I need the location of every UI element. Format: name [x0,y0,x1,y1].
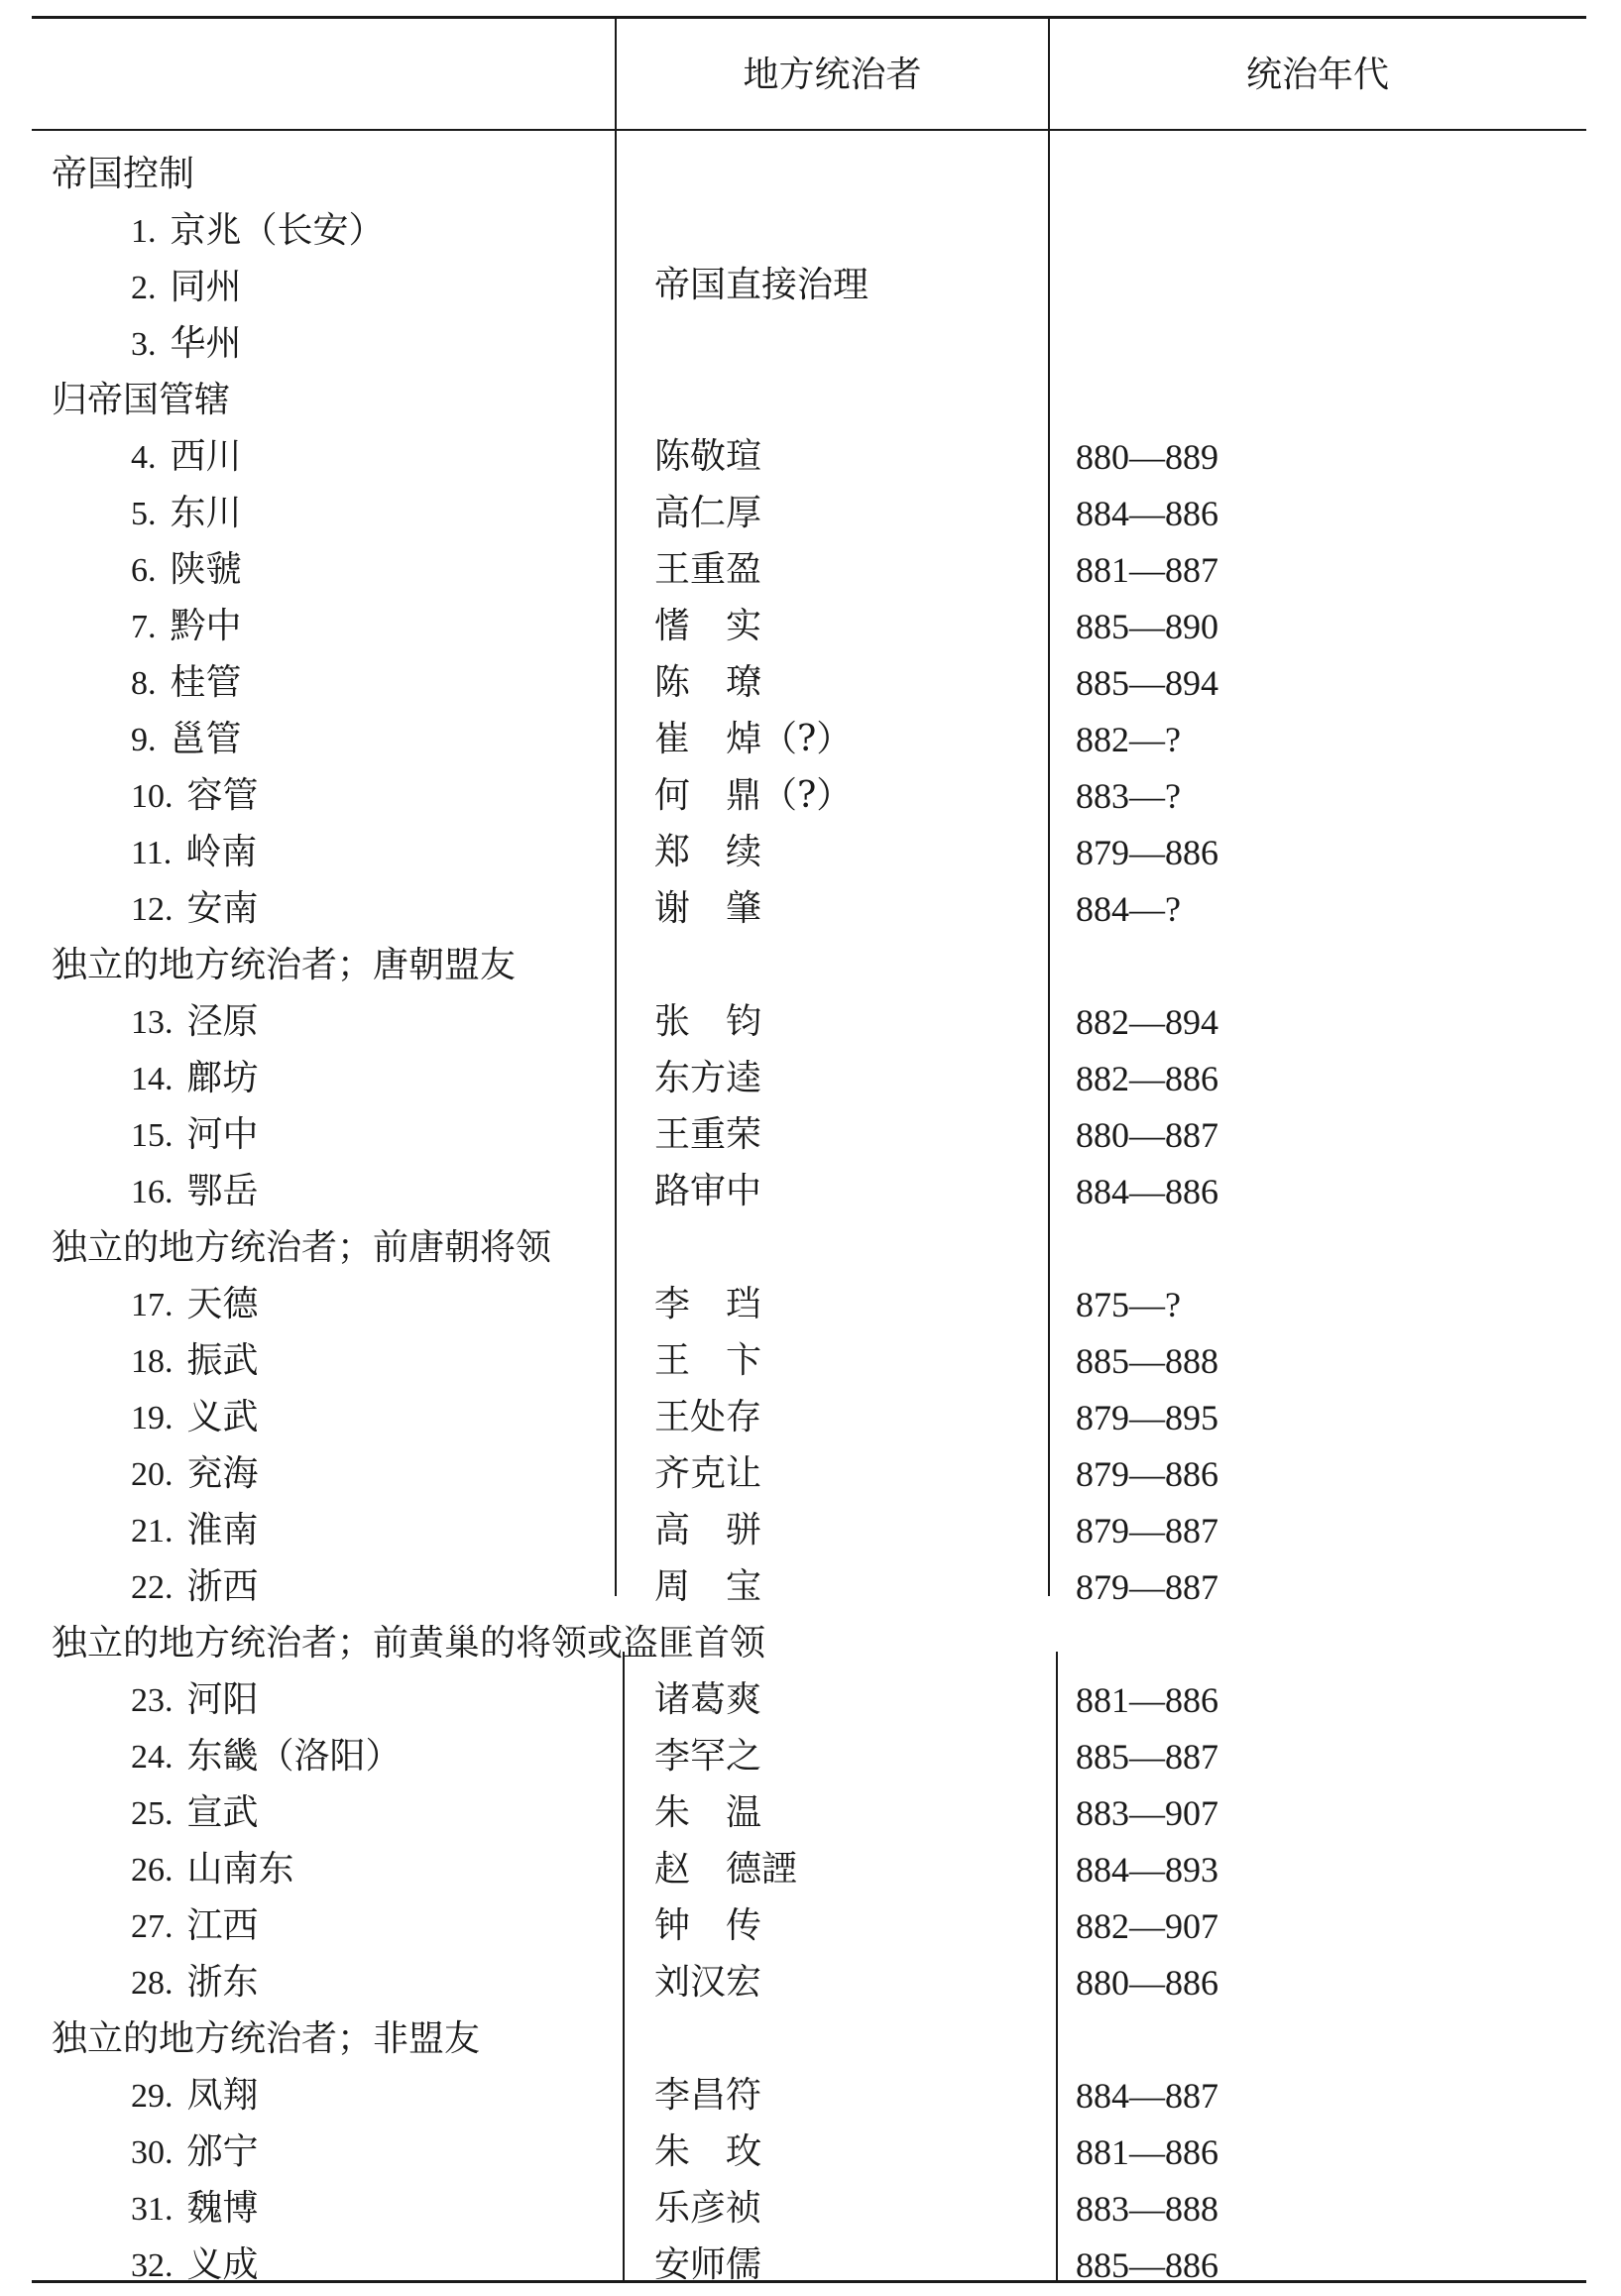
years-cell: 881—886 [1076,1680,1218,1720]
table-row [0,429,1621,485]
region-name: 泾原 [186,1001,259,1042]
region-name: 陕虢 [170,549,242,590]
region-cell [131,655,242,712]
region-name: 江西 [186,1905,259,1946]
region-cell [131,1898,259,1955]
years-cell: 879—886 [1076,833,1218,872]
section-title: 独立的地方统治者；非盟友 [52,2018,481,2059]
table-row [0,1785,1621,1841]
region-name: 宣武 [186,1792,259,1833]
ruler-cell: 齐克让 [654,1453,762,1494]
table-row [0,1051,1621,1106]
ruler-cell: 李昌符 [654,2075,762,2116]
row-number: 26. [131,1852,174,1889]
region-cell [131,1333,259,1390]
row-number: 22. [131,1569,174,1606]
table-row [0,1446,1621,1502]
years-cell: 879—886 [1076,1454,1218,1494]
region-name: 邕管 [170,719,242,759]
row-number: 30. [131,2134,174,2171]
table-row [0,712,1621,767]
region-cell [131,768,259,825]
row-number: 23. [131,1682,174,1719]
row-number: 10. [131,778,174,815]
region-name: 鄂岳 [186,1171,259,1211]
header-rule [32,129,1586,131]
ruler-cell: 李 珰 [654,1284,762,1324]
table-row [0,1729,1621,1784]
row-number: 7. [131,609,157,645]
ruler-cell: 赵 德諲 [654,1849,798,1890]
row-number: 15. [131,1117,174,1154]
row-number: 21. [131,1513,174,1550]
table-row [0,1898,1621,1954]
ruler-cell: 高 骈 [654,1510,762,1550]
region-name: 天德 [186,1284,259,1324]
table-row [0,825,1621,880]
row-number: 24. [131,1739,174,1776]
years-cell: 883—907 [1076,1793,1218,1833]
years-cell: 882—886 [1076,1059,1218,1098]
region-cell [131,260,242,316]
region-name: 东畿（洛阳） [186,1736,402,1777]
ruler-cell: 李罕之 [654,1736,762,1777]
region-cell [131,599,242,655]
region-name: 桂管 [170,662,242,703]
table-row [0,2238,1621,2293]
region-cell [131,1107,259,1164]
region-name: 义成 [186,2244,259,2285]
ruler-cell: 王处存 [654,1397,762,1437]
region-cell [131,712,242,768]
table-row [0,599,1621,654]
table-row [0,655,1621,711]
region-cell [131,1277,259,1333]
region-cell [131,542,242,599]
ruler-cell: 周 宝 [654,1566,762,1607]
row-number: 8. [131,665,157,702]
ruler-cell: 愭 实 [654,606,762,646]
imperial-direct-note: 帝国直接治理 [654,265,869,305]
row-number: 3. [131,326,157,363]
ruler-cell: 高仁厚 [654,493,762,533]
ruler-cell: 诸葛爽 [654,1679,762,1720]
region-name: 京兆（长安） [170,210,385,251]
region-name: 凤翔 [186,2075,259,2116]
years-cell: 882—? [1076,720,1181,759]
ruler-cell: 谢 肇 [654,888,762,929]
region-name: 东川 [170,493,242,533]
row-number: 11. [131,835,173,871]
region-cell [131,1559,259,1616]
row-number: 19. [131,1400,174,1436]
row-number: 1. [131,213,157,250]
table-row [0,486,1621,541]
region-name: 同州 [170,267,242,307]
table-row [0,881,1621,937]
region-name: 华州 [170,323,242,364]
row-number: 29. [131,2078,174,2115]
table-row [0,2181,1621,2237]
section-title: 归帝国管辖 [52,380,231,420]
region-cell [131,1842,294,1898]
years-cell: 882—907 [1076,1906,1218,1946]
region-name: 浙西 [186,1566,259,1607]
row-number: 20. [131,1456,174,1493]
region-name: 黔中 [170,606,242,646]
row-number: 4. [131,439,157,476]
table-row [0,1842,1621,1897]
table-row [0,1503,1621,1558]
ruler-cell: 何 鼎（?） [654,775,853,816]
years-cell: 884—886 [1076,1172,1218,1211]
table-row [0,1390,1621,1445]
ruler-cell: 乐彦祯 [654,2188,762,2229]
years-cell: 879—887 [1076,1511,1218,1550]
row-number: 25. [131,1795,174,1832]
region-cell [131,2124,259,2181]
region-name: 淮南 [186,1510,259,1550]
region-name: 河阳 [186,1679,259,1720]
ruler-cell: 王重荣 [654,1114,762,1155]
years-cell: 884—893 [1076,1850,1218,1890]
section-title: 独立的地方统治者；前黄巢的将领或盗匪首领 [52,1623,766,1664]
region-name: 山南东 [186,1849,294,1890]
region-cell [131,1390,259,1446]
years-cell: 885—894 [1076,663,1218,703]
table-row [0,542,1621,598]
years-cell: 884—887 [1076,2076,1218,2116]
region-cell [131,994,259,1051]
years-cell: 881—887 [1076,550,1218,590]
region-name: 振武 [186,1340,259,1381]
table-row [0,994,1621,1050]
years-cell: 885—890 [1076,607,1218,646]
years-cell: 881—886 [1076,2132,1218,2172]
table-row [0,2124,1621,2180]
ruler-cell: 东方逵 [654,1058,762,1098]
ruler-cell: 王重盈 [654,549,762,590]
row-number: 5. [131,496,157,532]
years-cell: 882—894 [1076,1002,1218,1042]
region-name: 鄜坊 [186,1058,259,1098]
years-cell: 883—888 [1076,2189,1218,2229]
row-number: 2. [131,270,157,306]
years-cell: 879—887 [1076,1567,1218,1607]
region-name: 兖海 [186,1453,259,1494]
ruler-cell: 钟 传 [654,1905,762,1946]
table-row [0,203,1621,259]
ruler-cell: 崔 焯（?） [654,719,853,759]
region-cell [131,825,257,881]
row-number: 9. [131,722,157,758]
years-cell: 880—887 [1076,1115,1218,1155]
region-cell [131,1051,259,1107]
ruler-cell: 郑 续 [654,832,762,872]
region-name: 西川 [170,436,242,477]
region-cell [131,2068,259,2124]
row-number: 14. [131,1061,174,1097]
region-name: 魏博 [186,2188,259,2229]
ruler-cell: 张 钧 [654,1001,762,1042]
header-years: 统治年代 [1245,55,1389,95]
table-row [0,316,1621,372]
table-row [0,1277,1621,1332]
ruler-cell: 陈敬瑄 [654,436,762,477]
table-row [0,1955,1621,2010]
table-row [0,1107,1621,1163]
header-ruler: 地方统治者 [743,55,922,95]
ruler-cell: 陈 璙 [654,662,762,703]
years-cell: 875—? [1076,1285,1181,1324]
ruler-cell: 刘汉宏 [654,1962,762,2003]
region-name: 安南 [186,888,259,929]
region-cell [131,203,385,260]
row-number: 32. [131,2247,174,2284]
region-name: 容管 [186,775,259,816]
region-cell [131,1446,259,1503]
region-name: 义武 [186,1397,259,1437]
row-number: 6. [131,552,157,589]
region-cell [131,486,242,542]
years-cell: 879—895 [1076,1398,1218,1437]
region-name: 岭南 [185,832,258,872]
section-title: 独立的地方统治者；前唐朝将领 [52,1227,552,1268]
years-cell: 880—886 [1076,1963,1218,2003]
region-cell [131,429,242,486]
table-row [0,768,1621,824]
table-row [0,1559,1621,1615]
region-cell [131,2238,259,2294]
table-row [0,1333,1621,1389]
row-number: 16. [131,1174,174,1210]
ruler-cell: 路审中 [654,1171,762,1211]
years-cell: 885—888 [1076,1341,1218,1381]
ruler-cell: 朱 温 [654,1792,762,1833]
region-name: 浙东 [186,1962,259,2003]
years-cell: 883—? [1076,776,1181,816]
years-cell: 884—886 [1076,494,1218,533]
region-cell [131,1955,259,2011]
years-cell: 880—889 [1076,437,1218,477]
region-name: 河中 [186,1114,259,1155]
region-cell [131,1785,259,1842]
row-number: 17. [131,1287,174,1323]
region-cell [131,1503,259,1559]
row-number: 27. [131,1908,174,1945]
years-cell: 884—? [1076,889,1181,929]
years-cell: 885—886 [1076,2245,1218,2285]
region-cell [131,316,242,373]
region-cell [131,1729,402,1785]
section-title: 帝国控制 [52,154,195,194]
top-rule [32,16,1586,19]
ruler-cell: 王 卞 [654,1340,762,1381]
row-number: 18. [131,1343,174,1380]
table-row [0,1164,1621,1219]
row-number: 31. [131,2191,174,2228]
region-cell [131,2181,259,2238]
region-cell [131,1164,259,1220]
region-cell [131,881,259,938]
ruler-cell: 朱 玫 [654,2131,762,2172]
row-number: 28. [131,1965,174,2002]
years-cell: 885—887 [1076,1737,1218,1777]
section-title: 独立的地方统治者；唐朝盟友 [52,945,517,985]
table-row [0,2068,1621,2124]
ruler-cell: 安师儒 [654,2244,762,2285]
region-cell [131,1672,259,1729]
row-number: 12. [131,891,174,928]
table-row [0,1672,1621,1728]
row-number: 13. [131,1004,174,1041]
region-name: 邠宁 [186,2131,259,2172]
